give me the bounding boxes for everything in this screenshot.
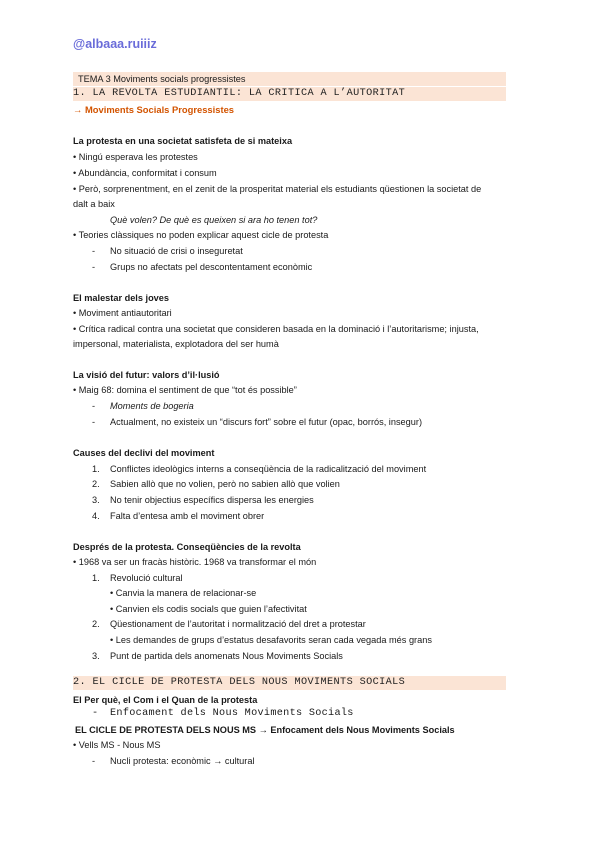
list-item: • Maig 68: domina el sentiment de que “tot és possible” <box>73 385 297 395</box>
bullet-marker: • <box>110 604 114 614</box>
dash-marker: - <box>92 708 99 719</box>
protesta-title: La protesta en una societat satisfeta de si mateixa <box>73 136 293 146</box>
number-marker: 4. <box>92 511 100 521</box>
dash-marker: - <box>92 262 96 272</box>
bullet-marker: • <box>73 308 77 318</box>
dash-marker: - <box>92 756 96 766</box>
visio-title: La visió del futur: valors d’il·lusió <box>73 370 220 380</box>
list-item: • Ningú esperava les protestes <box>73 152 198 162</box>
number-marker: 2. <box>92 479 100 489</box>
number-marker: 2. <box>92 619 100 629</box>
section-1-subheading: → Moviments Socials Progressistes <box>73 104 235 115</box>
causes-title: Causes del declivi del moviment <box>73 448 215 458</box>
number-marker: 3. <box>92 495 100 505</box>
list-item: • Moviment antiautoritari <box>73 308 172 318</box>
list-item: • Teories clàssiques no poden explicar aquest cicle de protesta <box>73 230 329 240</box>
list-item: • Però, sorprenentment, en el zenit de la prosperitat material els estudiants qüestionen la societat de <box>73 184 482 194</box>
list-item-continuation: dalt a baix <box>73 199 115 209</box>
bullet-marker: • <box>110 635 114 645</box>
dash-marker: - <box>92 401 96 411</box>
list-item: 2. Qüestionament de l’autoritat i normalització del dret a protestar <box>92 619 366 629</box>
list-item: • Canvien els codis socials que guien l’afectivitat <box>110 604 307 614</box>
list-item: - Actualment, no existeix un “discurs fort” sobre el futur (opac, borrós, insegur) <box>92 417 422 427</box>
bullet-marker: • <box>73 324 77 334</box>
bullet-marker: • <box>73 184 77 194</box>
bullet-marker: • <box>73 385 77 395</box>
bullet-marker: • <box>73 152 77 162</box>
list-item: - Grups no afectats pel descontentament econòmic <box>92 262 313 272</box>
topic-header: TEMA 3 Moviments socials progressistes <box>73 72 506 86</box>
bullet-marker: • <box>73 168 77 178</box>
list-item: 3. No tenir objectius específics dispersa les energies <box>92 495 314 505</box>
despres-title: Després de la protesta. Conseqüències de la revolta <box>73 542 301 552</box>
list-item: • Abundància, conformitat i consum <box>73 168 217 178</box>
bullet-marker: • <box>73 740 77 750</box>
question-text: Què volen? De què es queixen si ara ho tenen tot? <box>110 215 318 225</box>
cicle-line: EL CICLE DE PROTESTA DELS NOUS MS → Enfocament dels Nous Moviments Socials <box>75 725 455 735</box>
list-item: - Enfocament dels Nous Moviments Socials <box>92 708 354 719</box>
number-marker: 1. <box>92 573 100 583</box>
pq-title: El Per què, el Com i el Quan de la protesta <box>73 695 258 705</box>
list-item: - Moments de bogeria <box>92 401 194 411</box>
bullet-marker: • <box>110 588 114 598</box>
list-item: 1. Revolució cultural <box>92 573 183 583</box>
number-marker: 3. <box>92 651 100 661</box>
bullet-marker: • <box>73 230 77 240</box>
list-item: • 1968 va ser un fracàs històric. 1968 va transformar el món <box>73 557 317 567</box>
list-item: • Vells MS - Nous MS <box>73 740 161 750</box>
dash-marker: - <box>92 417 96 427</box>
author-handle: @albaaa.ruiiiz <box>73 37 157 51</box>
list-item: - No situació de crisi o inseguretat <box>92 246 243 256</box>
list-item: 1. Conflictes ideològics interns a conseqüència de la radicalització del moviment <box>92 464 427 474</box>
list-item: • Canvia la manera de relacionar-se <box>110 588 257 598</box>
list-item: 2. Sabien allò que no volien, però no sabien allò que volien <box>92 479 340 489</box>
section-2-heading: 2. EL CICLE DE PROTESTA DELS NOUS MOVIMENTS SOCIALS <box>73 676 506 690</box>
dash-marker: - <box>92 246 96 256</box>
list-item-continuation: impersonal, materialista, explotadora del ser humà <box>73 339 279 349</box>
number-marker: 1. <box>92 464 100 474</box>
bullet-marker: • <box>73 557 77 567</box>
malestar-title: El malestar dels joves <box>73 293 170 303</box>
section-1-heading: 1. LA REVOLTA ESTUDIANTIL: LA CRITICA A L’AUTORITAT <box>73 87 506 101</box>
list-item: • Crítica radical contra una societat que consideren basada en la dominació i l’autoritarisme; injusta, <box>73 324 479 334</box>
list-item: - Nucli protesta: econòmic → cultural <box>92 756 255 766</box>
list-item: • Les demandes de grups d’estatus desafavorits seran cada vegada més grans <box>110 635 432 645</box>
list-item: 4. Falta d’entesa amb el moviment obrer <box>92 511 265 521</box>
list-item: 3. Punt de partida dels anomenats Nous Moviments Socials <box>92 651 343 661</box>
